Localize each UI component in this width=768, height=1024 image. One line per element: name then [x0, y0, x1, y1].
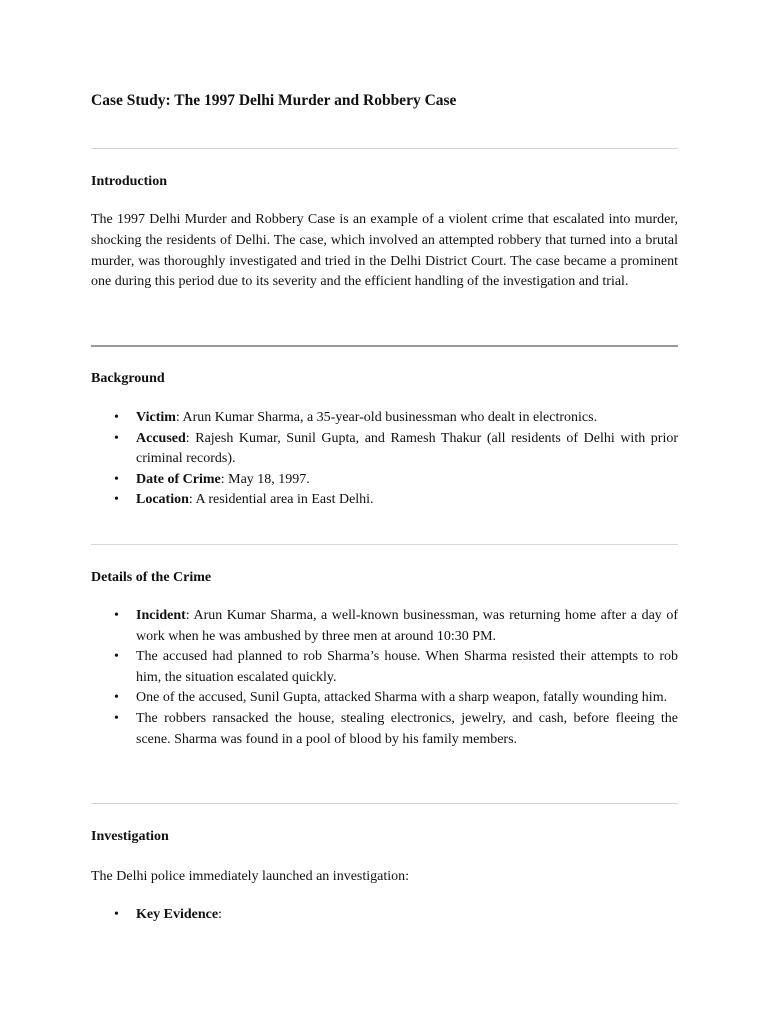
list-item	[91, 647, 678, 688]
section-divider	[91, 345, 678, 347]
investigation-paragraph: The Delhi police immediately launched an investigation:	[91, 869, 410, 884]
list-item	[91, 490, 678, 511]
details-heading: Details of the Crime	[91, 570, 212, 585]
list-item	[91, 688, 678, 709]
bullet-icon: •	[114, 410, 119, 425]
list-item	[91, 429, 678, 470]
bullet-icon: •	[114, 649, 119, 665]
item-text: : Arun Kumar Sharma, a well-known businessman, was returning home after a day of work when he was ambushed by three men at around 10:30 PM.	[136, 608, 678, 644]
item-text: :	[218, 907, 222, 922]
list-item	[91, 905, 678, 926]
bullet-icon: •	[114, 907, 119, 922]
list-item	[91, 470, 678, 491]
item-text: : May 18, 1997.	[220, 471, 310, 487]
item-text: : Arun Kumar Sharma, a 35-year-old businessman who dealt in electronics.	[175, 410, 598, 425]
section-divider	[91, 148, 678, 149]
bullet-icon: •	[114, 608, 119, 623]
item-label: Key Evidence	[136, 907, 219, 922]
item-text: : A residential area in East Delhi.	[188, 492, 374, 508]
section-divider	[91, 544, 678, 545]
investigation-list	[91, 905, 678, 926]
bullet-icon: •	[114, 710, 119, 726]
item-text: : Rajesh Kumar, Sunil Gupta, and Ramesh Thakur (all residents of Delhi with prior criminal records).	[136, 430, 678, 467]
item-label: Location	[136, 492, 189, 508]
list-item	[91, 408, 678, 429]
item-text: The robbers ransacked the house, stealing electronics, jewelry, and cash, before fleeing the scene. Sharma was found in a pool of blood by his family members.	[136, 710, 678, 747]
document-title: Case Study: The 1997 Delhi Murder and Robbery Case	[91, 92, 457, 109]
background-heading: Background	[91, 371, 165, 386]
bullet-icon: •	[114, 430, 119, 446]
bullet-icon: •	[114, 492, 119, 508]
bullet-icon: •	[114, 690, 119, 706]
background-list	[91, 408, 678, 511]
item-label: Incident	[136, 608, 186, 623]
investigation-heading: Investigation	[91, 829, 169, 844]
list-item	[91, 709, 678, 750]
list-item	[91, 606, 678, 647]
item-text: The accused had planned to rob Sharma’s house. When Sharma resisted their attempts to rob him, the situation escalated quickly.	[136, 649, 678, 685]
item-label: Accused	[136, 430, 186, 446]
introduction-paragraph: The 1997 Delhi Murder and Robbery Case is an example of a violent crime that escalated into murder, shocking the residents of Delhi. The case, which involved an attempted robbery that turned into a brutal murder, was thoroughly investigated and tried in the Delhi District Court. The case became a prominent one during this period due to its severity and the efficient handling of the investigation and trial.	[91, 212, 678, 290]
item-label: Date of Crime	[136, 471, 221, 487]
item-label: Victim	[136, 410, 176, 425]
bullet-icon: •	[114, 471, 119, 487]
introduction-heading: Introduction	[91, 174, 167, 189]
item-text: One of the accused, Sunil Gupta, attacked Sharma with a sharp weapon, fatally wounding him.	[136, 690, 668, 706]
details-list	[91, 606, 678, 750]
section-divider	[91, 803, 678, 804]
